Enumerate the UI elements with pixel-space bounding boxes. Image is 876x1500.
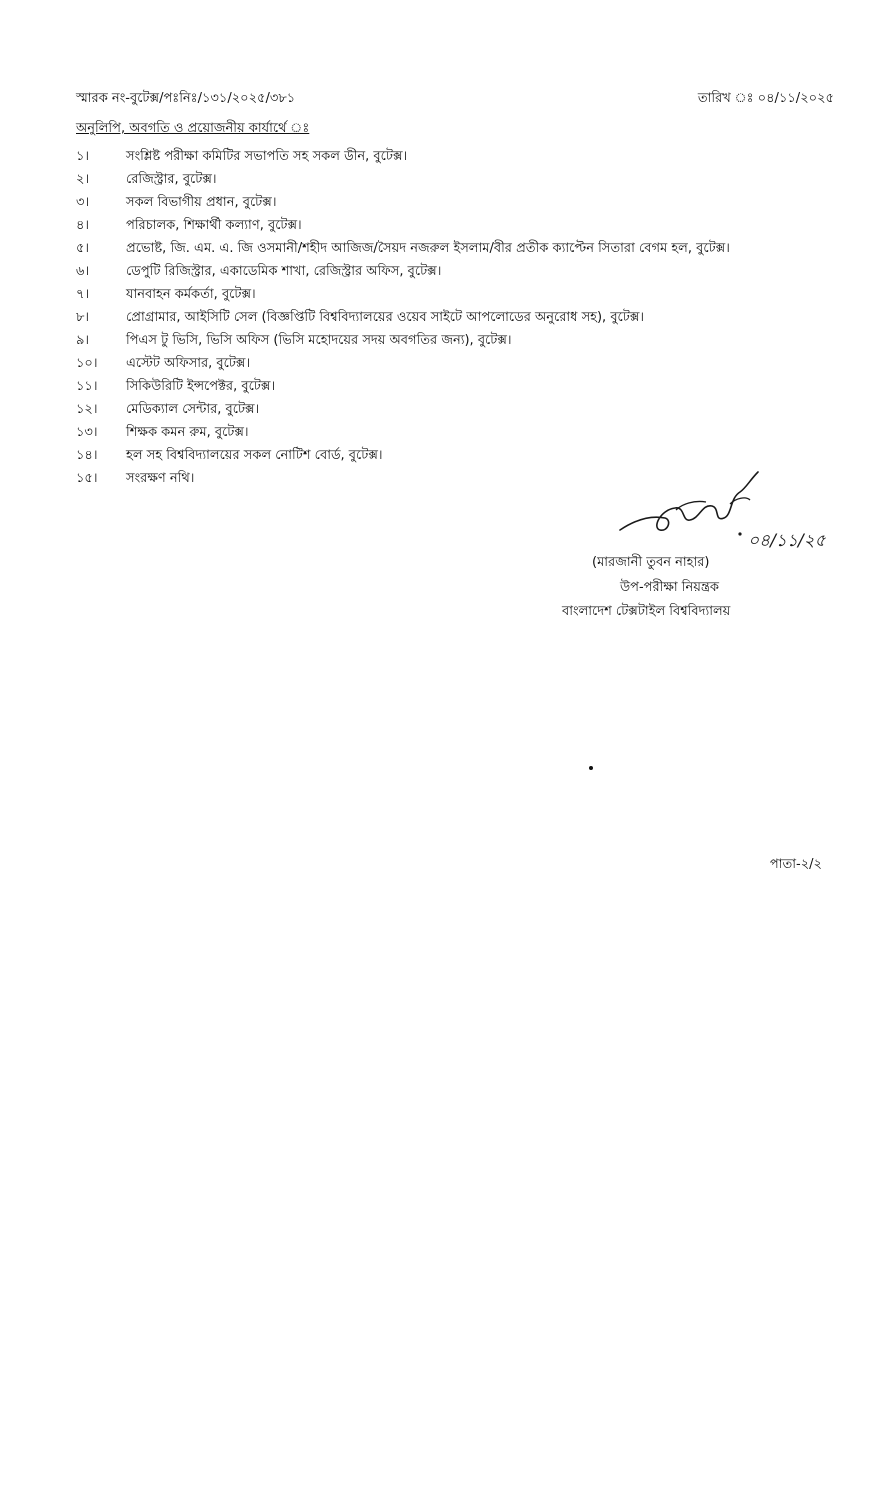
signature-block — [550, 470, 826, 620]
stray-mark — [589, 766, 593, 770]
item-number: ৬। — [76, 264, 90, 279]
item-text: যানবাহন কর্মকর্তা, বুটেক্স। — [126, 287, 256, 302]
page-number: পাতা-২/২ — [769, 857, 822, 872]
item-text: প্রোগ্রামার, আইসিটি সেল (বিজ্ঞপ্তিটি বিশ্ববিদ্যালয়ের ওয়েব সাইটে আপলোডের অনুরোধ সহ), বুটেক্স। — [126, 310, 645, 325]
item-number: ৮। — [76, 310, 90, 325]
item-text: মেডিক্যাল সেন্টার, বুটেক্স। — [126, 402, 260, 417]
item-text: শিক্ষক কমন রুম, বুটেক্স। — [126, 425, 249, 440]
item-number: ৯। — [76, 333, 90, 348]
item-number: ১৪। — [76, 448, 98, 463]
item-number: ১১। — [76, 379, 98, 394]
item-number: ১২। — [76, 402, 98, 417]
item-text: এস্টেট অফিসার, বুটেক্স। — [126, 356, 251, 371]
item-text: ডেপুটি রিজিস্ট্রার, একাডেমিক শাখা, রেজিস্ট্রার অফিস, বুটেক্স। — [126, 264, 442, 279]
document-date: তারিখ ঃ ০৪/১১/২০২৫ — [697, 91, 834, 106]
signatory-title: উপ-পরীক্ষা নিয়ন্ত্রক — [620, 580, 720, 595]
item-text: রেজিস্ট্রার, বুটেক্স। — [126, 172, 217, 187]
item-text: প্রভোষ্ট, জি. এম. এ. জি ওসমানী/শহীদ আজিজ/সৈয়দ নজরুল ইসলাম/বীর প্রতীক ক্যাপ্টেন সিতারা বেগম হল, বুটেক্স। — [126, 241, 730, 256]
item-text: সকল বিভাগীয় প্রধান, বুটেক্স। — [126, 195, 277, 210]
item-number: ৪। — [76, 218, 90, 233]
item-number: ২। — [76, 172, 90, 187]
item-number: ৩। — [76, 195, 90, 210]
item-text: সংরক্ষণ নথি। — [126, 471, 195, 486]
item-text: পরিচালক, শিক্ষার্থী কল্যাণ, বুটেক্স। — [126, 218, 302, 233]
item-number: ১৩। — [76, 425, 98, 440]
item-text: সংশ্লিষ্ট পরীক্ষা কমিটির সভাপতি সহ সকল ডীন, বুটেক্স। — [126, 149, 408, 164]
signatory-organization: বাংলাদেশ টেক্সটাইল বিশ্ববিদ্যালয় — [562, 604, 731, 619]
item-number: ১০। — [76, 356, 98, 371]
item-number: ৫। — [76, 241, 90, 256]
item-text: সিকিউরিটি ইন্সপেক্টর, বুটেক্স। — [126, 379, 276, 394]
item-text: হল সহ বিশ্ববিদ্যালয়ের সকল নোটিশ বোর্ড, বুটেক্স। — [126, 448, 383, 463]
handwritten-signature — [590, 470, 830, 560]
item-text: পিএস টু ভিসি, ভিসি অফিস (ভিসি মহোদয়ের সদয় অবগতির জন্য), বুটেক্স। — [126, 333, 512, 348]
item-number: ১৫। — [76, 471, 98, 486]
distribution-heading: অনুলিপি, অবগতি ও প্রয়োজনীয় কার্যার্থে ঃ — [76, 121, 310, 136]
signature-date: ০৪/১১/২৫ — [748, 531, 826, 551]
signatory-name: (মারজানী তুবন নাহার) — [592, 555, 710, 570]
memo-number: স্মারক নং-বুটেক্স/পঃনিঃ/১৩১/২০২৫/৩৮১ — [76, 91, 296, 106]
item-number: ৭। — [76, 287, 90, 302]
item-number: ১। — [76, 149, 90, 164]
